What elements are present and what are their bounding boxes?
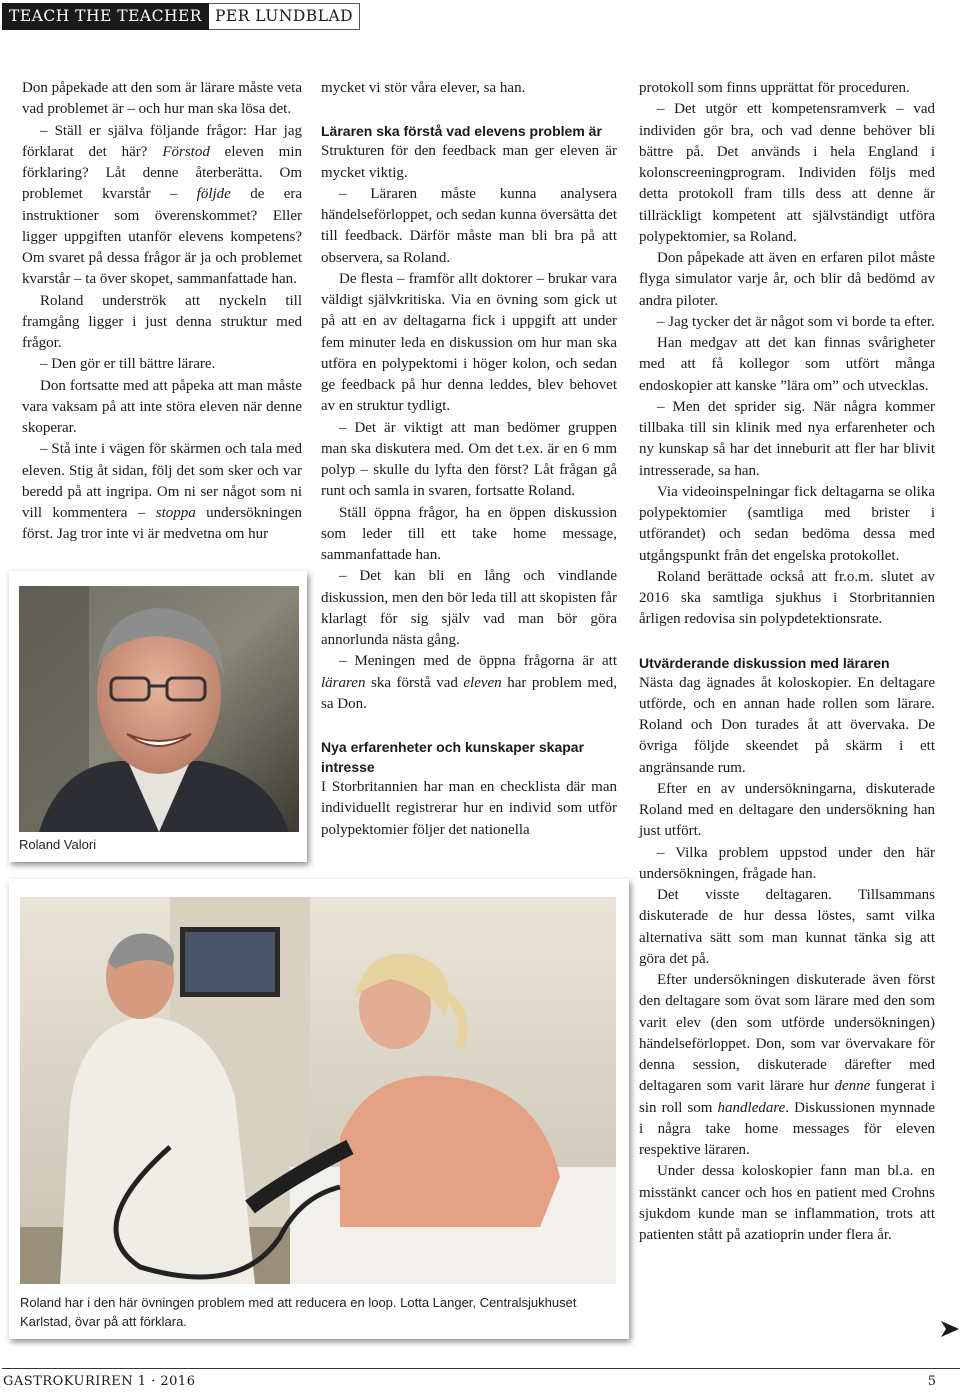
paragraph: – Jag tycker det är något som vi borde ta efter. <box>657 313 935 330</box>
photo-caption: Roland har i den här övningen problem med att reducera en loop. Lotta Langer, Centralsjukhuset Karlstad, övar på att förklara. <box>20 1295 577 1329</box>
paragraph: Don fortsatte med att påpeka att man måste vara vaksam på att inte störa eleven när denne skoperar. <box>22 377 302 436</box>
paragraph: – Ställ er själva följande frågor: Har jag förklarat det här? Förstod eleven min förklaring? Låt denne återberätta. Om problemet kvarstår – följde de era instruktioner som överenskommet? Eller ligger uppgiften utanför elevens kompetens? Om svaret på dessa frågor är ja och problemet kvarstår – ta över skopet, sammanfattade han. <box>22 122 303 288</box>
paragraph: protokoll som finns upprättat för proceduren. <box>639 80 910 96</box>
paragraph: Don påpekade att den som är lärare måste veta vad problemet är – och hur man ska lösa det. <box>22 80 302 118</box>
column-2 <box>321 78 617 841</box>
page-header <box>2 3 360 30</box>
photo-caption: Roland Valori <box>19 837 97 852</box>
page-number: 5 <box>927 1374 936 1389</box>
subheading: Nya erfarenheter och kunskaper skapar intresse <box>321 739 585 775</box>
paragraph: Roland berättade också att fr.o.m. slutet av 2016 ska samtliga sjukhus i Storbritannien årligen redovisa sin polypdetektionsrate. <box>639 568 935 628</box>
subheading: Utvärderande diskussion med läraren <box>639 654 890 671</box>
paragraph: Don påpekade att även en erfaren pilot måste flyga simulator varje år, och blir då bedömd av andra piloter. <box>639 250 935 309</box>
paragraph: Via videoinspelningar fick deltagarna se olika polypektomier (samtliga med brister i utförandet) och sedan bedöma dessa med utgångspunkt från det engelska protokollet. <box>639 483 935 564</box>
paragraph: Ställ öppna frågor, ha en öppen diskussion som leder till ett take home message, sammanfattade han. <box>321 504 617 563</box>
paragraph: – Det utgör ett kompetensramverk – vad individen gör bra, och vad denne behöver bli bättre på. Det används i hela England i kolonscreeningprogram. Individen följs med detta protokoll fram tills dess att denne är tillräckligt kompetent att självständigt utföra polypektomier, sa Roland. <box>639 101 935 245</box>
paragraph: De flesta – framför allt doktorer – brukar vara väldigt självkritiska. Via en övning som gick ut på att en av deltagarna fick i uppgift att under fem minuter leda en diskussion om hur man ska utföra en polypektomi i höger kolon, och sedan ge feedback på hur denna leddes, blev behovet av en struktur tydligt. <box>321 270 617 415</box>
paragraph: – Det är viktigt att man bedömer gruppen man ska diskutera med. Om det t.ex. är en 6 mm polyp – skulle du lyfta den först? Låt frågan gå runt och samla in svaren, fortsatte Roland. <box>321 419 617 500</box>
portrait-image <box>19 586 299 832</box>
paragraph: Han medgav att det kan finnas svårigheter med att få kollegor som utfört många endoskopier att kanske ”lära om” och utvecklas. <box>639 335 935 394</box>
paragraph: Efter undersökningen diskuterade även först den deltagare som övat som lärare med den som varit elev (den som utförde undersökningen) händelseförloppet. Don, som var övervakare för denna session, diskuterade därefter med deltagaren som varit lärare hur denne fungerat i sin roll som handledare. Diskussionen mynnade i några take home messages för eleven respektive läraren. <box>639 972 935 1158</box>
paragraph: Roland underströk att nyckeln till framgång ligger i just denna struktur med frågor. <box>22 292 302 351</box>
training-photo <box>9 879 629 1339</box>
section-label: TEACH THE TEACHER <box>2 3 209 30</box>
paragraph: Det visste deltagaren. Tillsammans diskuterade de hur dessa löstes, samt vilka alternativa sätt som man kunnat tänka sig att göra det på. <box>639 887 935 967</box>
paragraph: Nästa dag ägnades åt koloskopier. En deltagare utförde, och en annan hade rollen som lärare. Roland och Don turades åt att övervaka. De övriga följde skeendet på skärm i ett angränsande rum. <box>639 674 935 776</box>
paragraph: mycket vi stör våra elever, sa han. <box>321 80 526 96</box>
paragraph: – Vilka problem uppstod under den här undersökningen, frågade han. <box>639 844 935 882</box>
paragraph: Strukturen för den feedback man ger eleven är mycket viktig. <box>321 143 617 181</box>
footer-rule <box>2 1368 960 1369</box>
paragraph: Under dessa koloskopier fann man bl.a. en misstänkt cancer och hos en patient med Crohns sjukdom kunde man se inflammation, trots att patienten stått på azatioprin under flera år. <box>639 1163 935 1243</box>
column-1 <box>22 78 302 546</box>
paragraph: – Den gör er till bättre lärare. <box>40 356 216 373</box>
training-image <box>20 897 616 1284</box>
paragraph: Efter en av undersökningarna, diskuterade Roland med en deltagare den undersökning han just utfört. <box>639 780 935 840</box>
column-3 <box>639 78 935 1246</box>
paragraph: – Meningen med de öppna frågorna är att läraren ska förstå vad eleven har problem med, sa Don. <box>321 653 617 712</box>
paragraph: I Storbritannien har man en checklista där man individuellt registrerar hur en individ som utför polypektomier följer det nationella <box>321 779 617 838</box>
portrait-photo <box>9 571 307 862</box>
subheading: Läraren ska förstå vad elevens problem är <box>321 123 602 140</box>
footer-publication: GASTROKURIREN 1 · 2016 <box>3 1374 196 1389</box>
paragraph: – Men det sprider sig. När några kommer tillbaka till sin klinik med nya erfarenheter och ny kunskap så har det inneburit att fler har blivit intresserade, sa han. <box>639 398 935 479</box>
paragraph: – Stå inte i vägen för skärmen och tala med eleven. Stig åt sidan, följ det som sker och var beredd på att ingripa. Om ni ser något som ni vill kommentera – stoppa undersökningen först. Jag tror inte vi är medvetna om hur <box>22 441 302 543</box>
author-label: PER LUNDBLAD <box>209 3 360 30</box>
paragraph: – Läraren måste kunna analysera händelseförloppet, och sedan kunna översätta det till feedback. Därför måste man bli bra på att observera, sa Roland. <box>321 185 617 266</box>
continue-arrow-icon <box>941 1321 959 1337</box>
paragraph: – Det kan bli en lång och vindlande diskussion, men den bör leda till att skopisten får klarlagt för sig själv vad man bör göra annorlunda nästa gång. <box>321 568 617 648</box>
